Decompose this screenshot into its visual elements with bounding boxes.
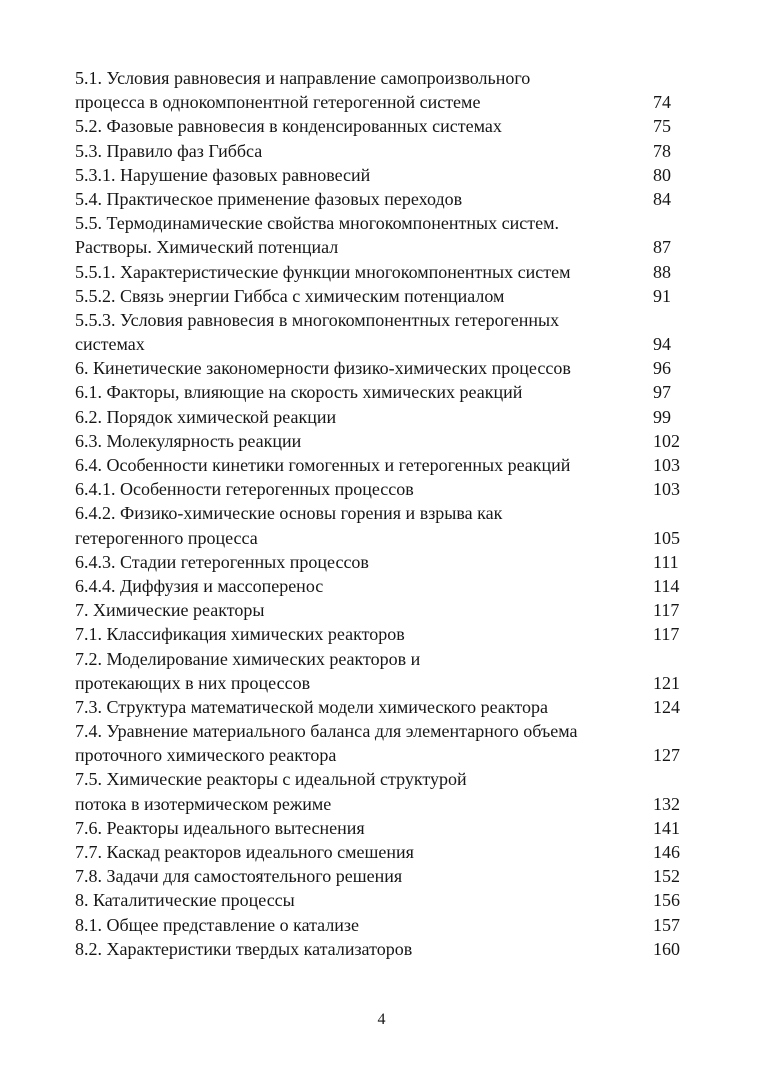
page-number: 4 <box>377 1011 386 1028</box>
toc-entry-line <box>75 526 735 550</box>
toc-entry-line <box>75 647 735 671</box>
toc-entry-text: 6.3. Молекулярность реакции <box>75 430 302 451</box>
toc-entry-text: системах <box>75 334 145 355</box>
toc-entry-line <box>75 477 735 501</box>
toc-entry-line <box>75 66 735 90</box>
toc-entry-page: 78 <box>653 140 671 161</box>
toc-entry-page: 132 <box>653 793 680 814</box>
toc-entry-text: гетерогенного процесса <box>75 527 258 548</box>
toc-entry-line <box>75 380 735 404</box>
toc-entry-page: 121 <box>653 672 680 693</box>
toc-entry-line <box>75 792 735 816</box>
toc-entry-page: 91 <box>653 285 671 306</box>
toc-entry-line <box>75 622 735 646</box>
toc-entry-text: 8.1. Общее представление о катализе <box>75 914 360 935</box>
toc-entry-text: 7.1. Классификация химических реакторов <box>75 624 405 645</box>
toc-entry-line <box>75 816 735 840</box>
toc-entry-text: 5.5.2. Связь энергии Гиббса с химическим потенциалом <box>75 285 505 306</box>
toc-entry-text: 5.1. Условия равновесия и направление самопроизвольного <box>75 68 531 88</box>
toc-entry-page: 117 <box>653 600 680 621</box>
toc-entry-page: 127 <box>653 745 680 766</box>
toc-entry-page: 88 <box>653 261 671 282</box>
toc-entry-line <box>75 429 735 453</box>
table-of-contents <box>75 66 735 961</box>
toc-entry-line <box>75 187 735 211</box>
toc-entry-text: 6.2. Порядок химической реакции <box>75 406 337 427</box>
toc-entry-page: 96 <box>653 358 671 379</box>
toc-entry-page: 156 <box>653 890 680 911</box>
toc-entry-page: 111 <box>653 551 679 572</box>
toc-entry-line <box>75 671 735 695</box>
toc-entry-line <box>75 743 735 767</box>
toc-entry-text: 7.6. Реакторы идеального вытеснения <box>75 817 365 838</box>
toc-entry-line <box>75 356 735 380</box>
toc-entry-line <box>75 550 735 574</box>
toc-entry-text: 6. Кинетические закономерности физико-химических процессов <box>75 358 571 379</box>
toc-entry-text: 5.5.3. Условия равновесия в многокомпонентных гетерогенных <box>75 309 560 330</box>
toc-entry-text: 7. Химические реакторы <box>75 600 265 621</box>
toc-entry-line <box>75 114 735 138</box>
toc-entry-page: 75 <box>653 116 671 137</box>
toc-entry-page: 80 <box>653 164 671 185</box>
toc-entry-page: 102 <box>653 430 680 451</box>
toc-entry-page: 99 <box>653 406 671 427</box>
toc-entry-line <box>75 308 735 332</box>
toc-entry-page: 141 <box>653 817 680 838</box>
toc-entry-text: 7.7. Каскад реакторов идеального смешения <box>75 842 414 862</box>
toc-entry-line <box>75 695 735 719</box>
toc-entry-text: 7.2. Моделирование химических реакторов и <box>75 648 421 669</box>
toc-entry-line <box>75 260 735 284</box>
toc-entry-page: 87 <box>653 237 671 258</box>
toc-entry-line <box>75 840 735 864</box>
toc-entry-line <box>75 284 735 308</box>
toc-entry-text: процесса в однокомпонентной гетерогенной системе <box>75 92 481 113</box>
toc-entry-page: 114 <box>653 575 680 596</box>
toc-entry-text: 6.1. Факторы, влияющие на скорость химических реакций <box>75 382 523 403</box>
toc-entry-text: 6.4. Особенности кинетики гомогенных и гетерогенных реакций <box>75 455 571 475</box>
toc-entry-page: 152 <box>653 866 680 887</box>
toc-entry-text: 5.3.1. Нарушение фазовых равновесий <box>75 164 371 185</box>
toc-entry-page: 105 <box>653 527 680 548</box>
toc-entry-line <box>75 913 735 937</box>
toc-entry-text: 8.2. Характеристики твердых катализаторов <box>75 938 413 959</box>
toc-entry-page: 157 <box>653 914 680 935</box>
toc-entry-page: 160 <box>653 938 680 959</box>
toc-entry-text: 5.3. Правило фаз Гиббса <box>75 140 263 161</box>
toc-entry-line <box>75 453 735 477</box>
toc-entry-line <box>75 235 735 259</box>
toc-entry-text: 6.4.2. Физико-химические основы горения и взрыва как <box>75 503 503 524</box>
toc-entry-page: 103 <box>653 479 680 500</box>
toc-entry-page: 117 <box>653 624 680 645</box>
toc-entry-text: 7.3. Структура математической модели химического реактора <box>75 696 548 717</box>
toc-entry-text: 5.4. Практическое применение фазовых переходов <box>75 188 463 209</box>
toc-entry-page: 84 <box>653 188 671 209</box>
toc-entry-line <box>75 90 735 114</box>
toc-entry-line <box>75 332 735 356</box>
toc-entry-line <box>75 501 735 525</box>
toc-entry-text: 7.4. Уравнение материального баланса для элементарного объема <box>75 721 578 742</box>
toc-entry-line <box>75 937 735 961</box>
toc-entry-line <box>75 574 735 598</box>
toc-entry-text: 6.4.3. Стадии гетерогенных процессов <box>75 551 369 572</box>
toc-entry-text: 8. Каталитические процессы <box>75 890 295 911</box>
toc-entry-line <box>75 163 735 187</box>
toc-entry-line <box>75 719 735 743</box>
toc-entry-text: 5.5. Термодинамические свойства многокомпонентных систем. <box>75 213 559 234</box>
toc-entry-line <box>75 211 735 235</box>
toc-entry-text: 5.5.1. Характеристические функции многокомпонентных систем <box>75 261 571 282</box>
toc-entry-page: 124 <box>653 696 680 717</box>
toc-entry-line <box>75 864 735 888</box>
toc-entry-line <box>75 598 735 622</box>
toc-entry-text: 5.2. Фазовые равновесия в конденсированных системах <box>75 116 502 137</box>
toc-entry-text: 7.5. Химические реакторы с идеальной структурой <box>75 769 467 790</box>
toc-entry-text: потока в изотермическом режиме <box>75 793 332 814</box>
toc-entry-line <box>75 767 735 791</box>
toc-entry-page: 146 <box>653 842 680 862</box>
toc-entry-text: 6.4.1. Особенности гетерогенных процессов <box>75 479 414 500</box>
toc-entry-text: проточного химического реактора <box>75 745 337 766</box>
toc-entry-line <box>75 405 735 429</box>
toc-entry-text: Растворы. Химический потенциал <box>75 237 339 258</box>
toc-entry-text: 6.4.4. Диффузия и массоперенос <box>75 575 324 596</box>
toc-entry-page: 74 <box>653 92 671 113</box>
toc-entry-page: 94 <box>653 334 671 355</box>
toc-entry-text: 7.8. Задачи для самостоятельного решения <box>75 866 403 887</box>
toc-entry-text: протекающих в них процессов <box>75 672 311 693</box>
toc-entry-page: 97 <box>653 382 671 403</box>
toc-entry-line <box>75 888 735 912</box>
toc-entry-page: 103 <box>653 455 680 475</box>
toc-entry-line <box>75 139 735 163</box>
page-footer <box>0 1010 763 1030</box>
